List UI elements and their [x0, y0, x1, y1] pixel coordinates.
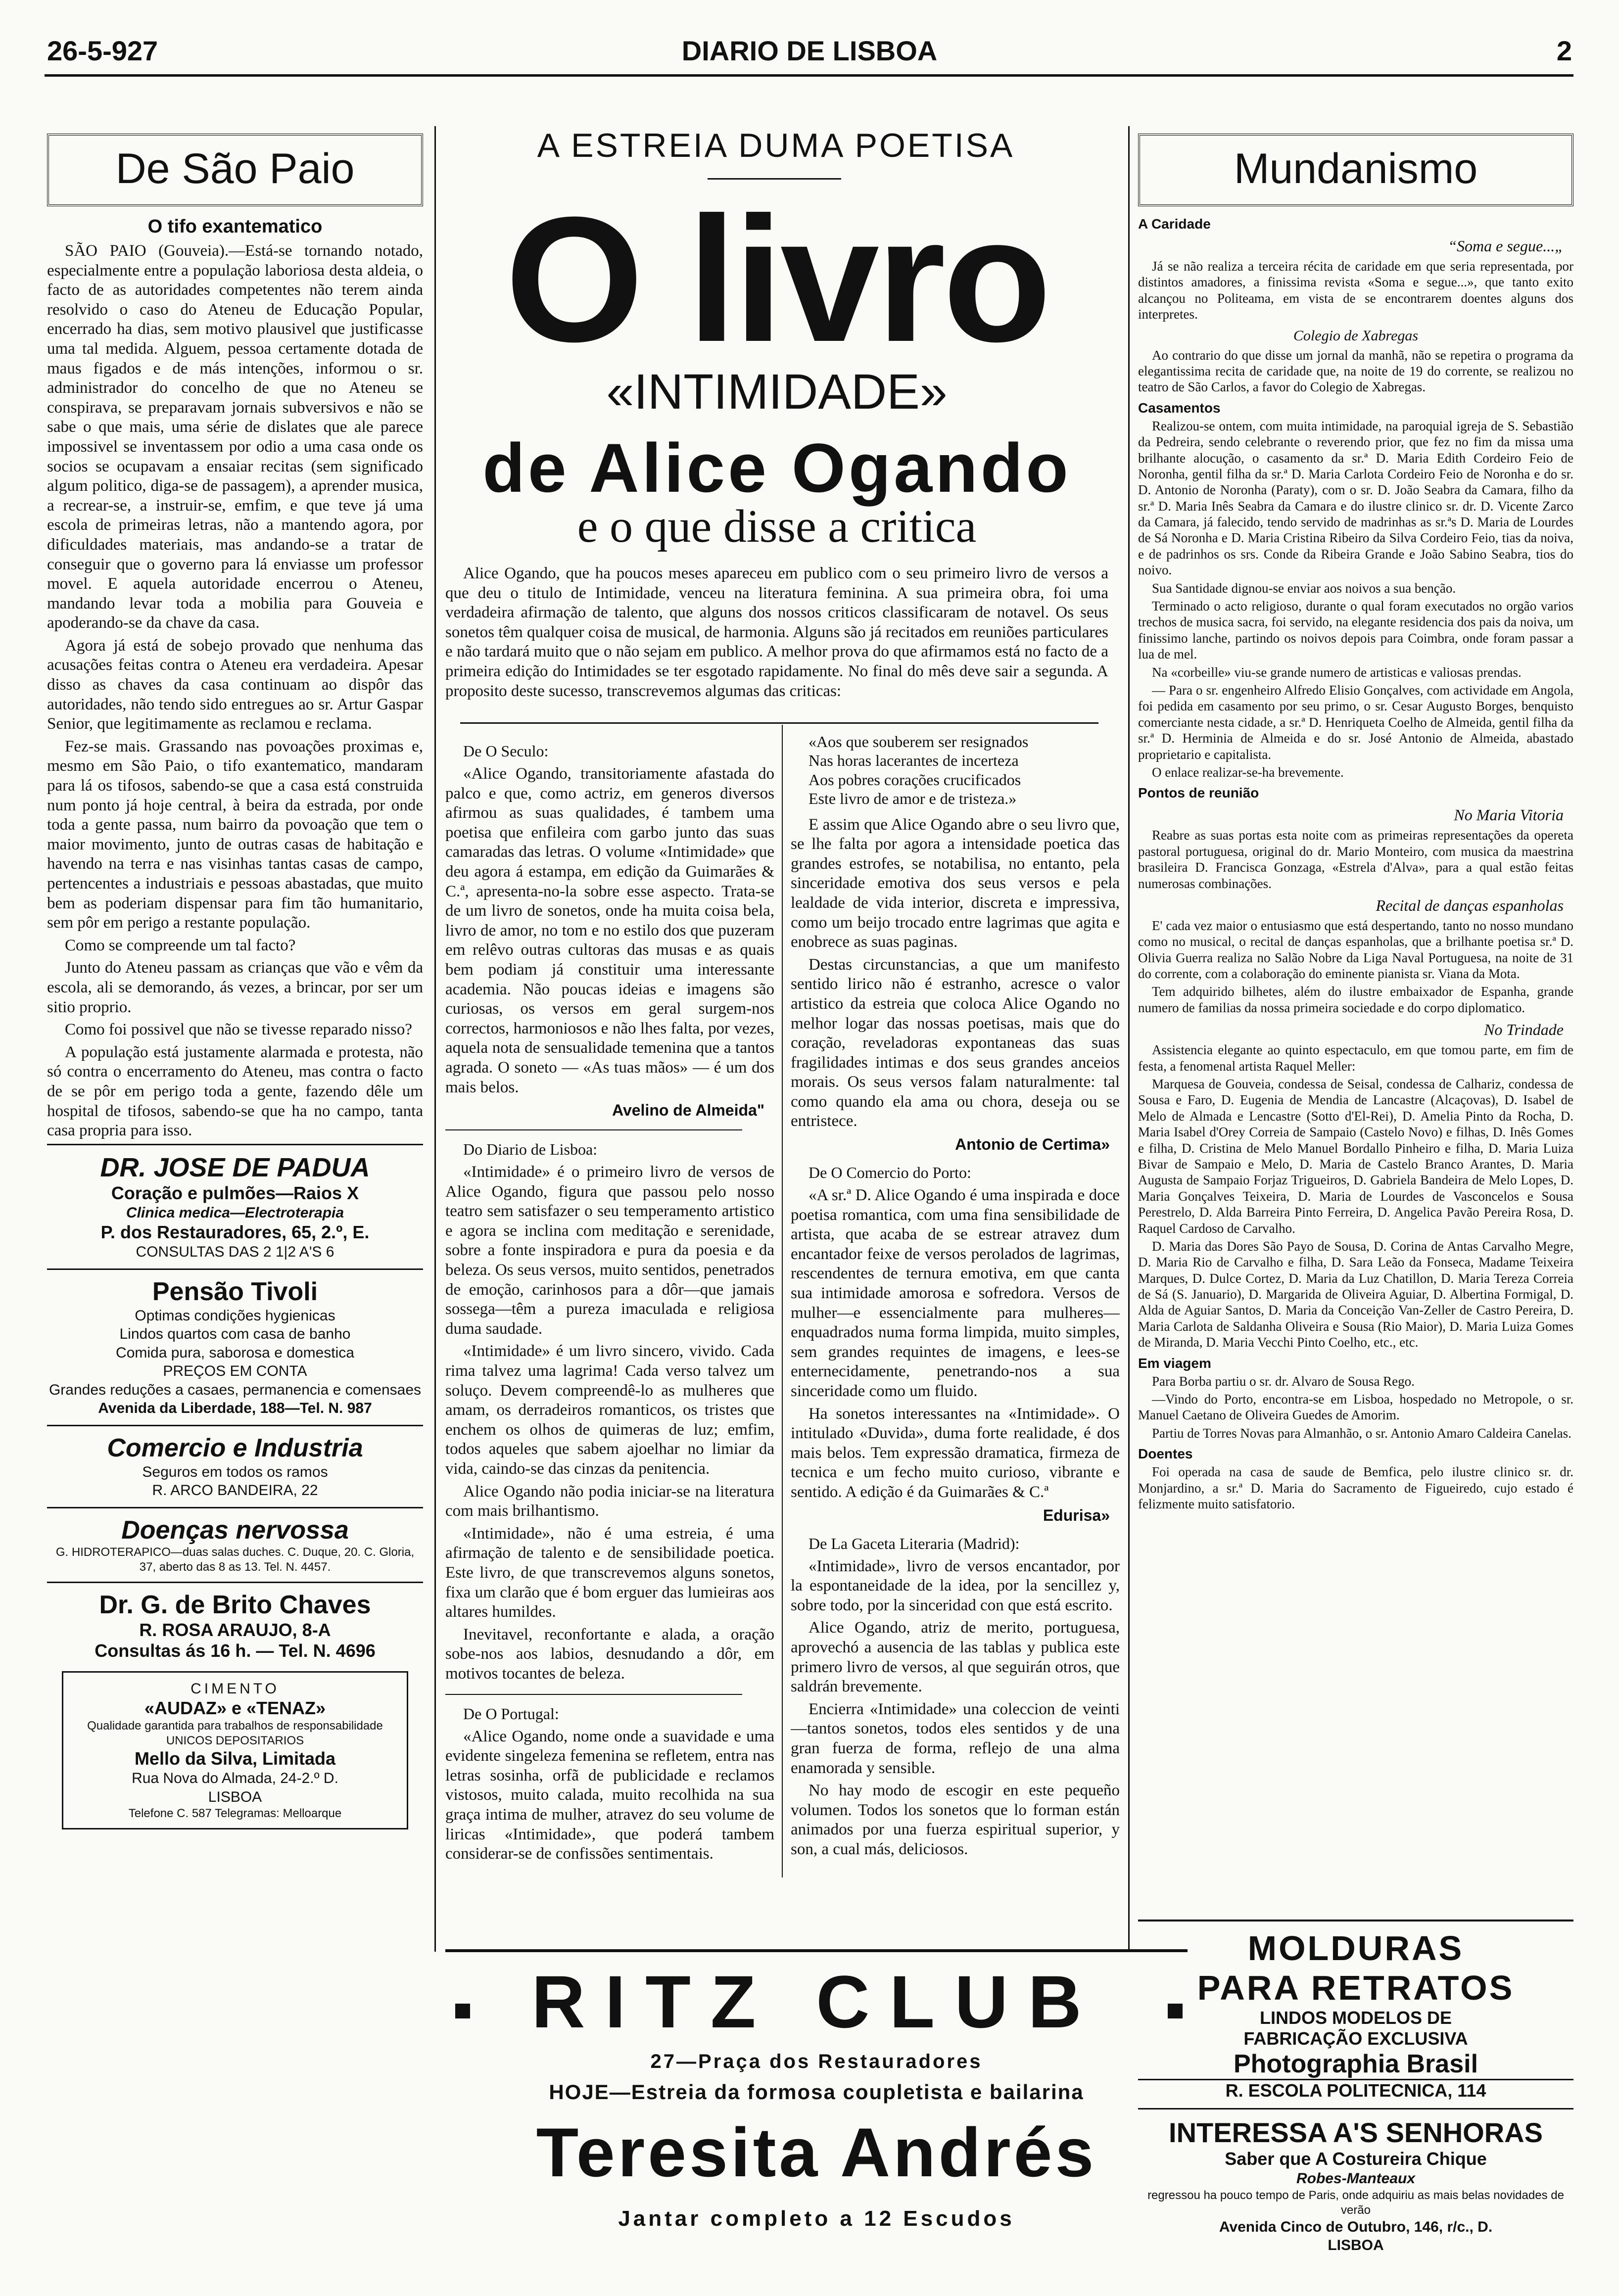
left-paragraph: Fez-se mais. Grassando nas povoações proximas e, mesmo em São Paio, o tifo exantematico, mandaram para lá os tifosos, sabendo-se que a casa está construida num ponto já hoje central, à beira da estrada, por onde toda a gente passa, num bairro da povoação que tem o maior movimento, junto de outras casas de habitação e havendo na terra e nas visinhas tantas casas de campo, pertencentes a industriais e pessoas abastadas, que muito bem as poderiam dispensar para fim tão humanitario, sem pôr em perigo a restante população.: [47, 737, 423, 932]
review-paragraph: «Intimidade», livro de versos encantador, por la espontaneidade de la idea, por la sencillez y, sobre todo, por la sinceridad con que está escrito.: [791, 1557, 1120, 1614]
ad-comercio: [47, 1425, 423, 1507]
ad-cimento-line: Rua Nova do Almada, 24-2.º D.: [132, 1770, 338, 1787]
column-divider-center: [782, 725, 783, 1877]
ad-cimento-line: Telefone C. 587 Telegramas: Melloarque: [128, 1807, 342, 1821]
right-column: [1138, 134, 1573, 1915]
ad-brito: [47, 1582, 423, 1668]
ad-cimento-line: UNICOS DEPOSITARIOS: [166, 1734, 304, 1748]
left-paragraph: A população está justamente alarmada e protesta, não só contra o encerramento do Ateneu, mas contra o facto de se pôr em perigo toda a gente, fazendo dêle um hospital de tifosos, sabendo-se que ha no campo, tanta casa propria para isso.: [47, 1043, 423, 1140]
ad-cimento-line: Mello da Silva, Limitada: [134, 1748, 336, 1769]
ad-molduras-line: Photographia Brasil: [1233, 2050, 1478, 2078]
ad-doencas-line: G. HIDROTERAPICO—duas salas duches. C. Duque, 20. C. Gloria, 37, aberto das 8 as 13. Tel. N. 4457.: [55, 1545, 415, 1574]
ad-brito-line: Consultas ás 16 h. — Tel. N. 4696: [95, 1640, 376, 1661]
review-paragraph: Alice Ogando, atriz de merito, portuguesa, aprovechó a ausencia de las tablas y publica este primero livro de versos, al que seguirán otros, que saldrán brevemente.: [791, 1619, 1120, 1696]
ad-comercio-name: Comercio e Industria: [107, 1433, 363, 1462]
left-paragraph: Junto do Ateneu passam as crianças que vão e vêm da escola, ali se demorando, ás vezes, a brincar, por ser um sitio proprio.: [47, 959, 423, 1016]
review-paragraph: «Alice Ogando, nome onde a suavidade e uma evidente singeleza femenina se refletem, entra nas letras sosinha, orfã de publicidade e reclamos vistosos, muito calada, muito recolhida na sua graça intima de mulher, atravez do seu volume de liricas «Intimidade», que poderá tambem considerar-se de confissões sentimentais.: [445, 1727, 774, 1863]
ritz-club-today: HOJE—Estreia da formosa coupletista e bailarina: [549, 2080, 1084, 2104]
review-paragraph: Inevitavel, reconfortante e alada, a oração sobe-nos aos labios, desnudando a dôr, em motivos tocantes de beleza.: [445, 1625, 774, 1683]
review-paragraph: E assim que Alice Ogando abre o seu livro que, se lhe falta por agora a intensidade poetica das grandes estrofes, se notabilisa, no entanto, pela sinceridade emotiva dos seus versos e pela lealdade de vida interior, discreta e impressiva, como um beijo trocado entre lagrimas que agita e enobrece as suas paginas.: [791, 815, 1120, 951]
left-article-subtitle: O tifo exantematico: [147, 216, 323, 237]
ad-cimento-line: CIMENTO: [190, 1680, 280, 1697]
review-paragraph: No hay modo de escogir en este pequeño volumen. Todos los sonetos que lo forman están animados por una fuerza espiritual superior, y son, a cual más, deliciosos.: [791, 1781, 1120, 1858]
ad-padua: [47, 1144, 423, 1268]
source-label: De La Gaceta Literaria (Madrid):: [809, 1534, 1020, 1552]
review-paragraph: Destas circunstancias, a que um manifesto sentido lirico não é estranho, acresce o valor artistico da estreia que coloca Alice Ogando no melhor logar das nossas poetisas, mais que do coração, reveladoras expontaneas das suas fragilidades intimas e dos seus grandes anceios morais. Os seus versos falam naturalmente: tal como quando ela ama ou chora, deseja ou se entristece.: [791, 955, 1120, 1130]
ritz-club-address: 27—Praça dos Restauradores: [650, 2051, 983, 2072]
society-paragraph: Partiu de Torres Novas para Almanhão, o sr. Antonio Amaro Caldeira Canelas.: [1152, 1425, 1571, 1441]
society-paragraph: Já se não realiza a terceira récita de caridade em que seria representada, por distintos amadores, a finissima revista «Soma e segue...», que tanto exito alcançou no Politeama, em vista de se encontrarem doentes alguns dos interpretes.: [1138, 259, 1573, 322]
ritz-club-star: Teresita Andrés: [536, 2113, 1097, 2191]
column-divider-right: [1128, 126, 1130, 1952]
ritz-top-rule: [445, 1949, 1188, 1952]
right-section-title: Mundanismo: [1138, 134, 1573, 206]
society-heading: Doentes: [1138, 1446, 1193, 1462]
center-column-a: [445, 732, 774, 1885]
author-line: de Alice Ogando: [482, 429, 1071, 507]
society-paragraph: Tem adquirido bilhetes, além do ilustre embaixador de Espanha, grande numero de familias da nossa primeira sociedade e do corpo diplomatico.: [1138, 984, 1573, 1015]
review-rule: [445, 1694, 742, 1695]
ad-senhoras-line: regressou ha pouco tempo de Paris, onde adquiriu as mais belas novidades de verão: [1147, 2188, 1564, 2217]
society-heading: Pontos de reunião: [1138, 785, 1259, 801]
ad-tivoli: [47, 1268, 423, 1425]
ad-padua-line: CONSULTAS DAS 2 1|2 A'S 6: [136, 1244, 334, 1261]
ad-padua-name: DR. JOSE DE PADUA: [100, 1152, 370, 1182]
society-paragraph: Na «corbeille» viu-se grande numero de artisticas e valiosas prendas.: [1152, 664, 1522, 680]
column-divider-left: [434, 126, 436, 1952]
society-paragraph: Sua Santidade dignou-se enviar aos noivos a sua benção.: [1152, 580, 1456, 596]
ad-senhoras-line: INTERESSA A'S SENHORAS: [1169, 2117, 1543, 2148]
left-paragraph: Como foi possivel que não se tivesse reparado nisso?: [65, 1021, 413, 1039]
society-paragraph: D. Maria das Dores São Payo de Sousa, D. Corina de Antas Carvalho Megre, D. Maria Rio de Carvalho e filha, D. Sara Leão da Fonseca, Madame Teixeira Marques, D. Dulce Cortez, D. Maria da Luz Chatillon, D. Maria Tereza Correia de Sá (S. Januario), D. Margarida de Oliveira Aguiar, D. Albertina Formigal, D. Alda de Aguiar Santos, D. Maria da Conceição Van-Zeller de Castro Pereira, D. Maria Carlota de Saldanha Oliveira e Sousa (Rio Maior), D. Maria Luiza Gomes de Miranda, D. Maria Vecchi Pinto Coelho, etc., etc.: [1138, 1238, 1573, 1350]
society-paragraph: Assistencia elegante ao quinto espectaculo, em que tomou parte, em fim de festa, a fenomenal artista Raquel Meller:: [1138, 1042, 1573, 1074]
ritz-club-dinner: Jantar completo a 12 Escudos: [618, 2206, 1015, 2231]
ad-cimento-line: Qualidade garantida para trabalhos de responsabilidade: [87, 1719, 383, 1733]
review-paragraph: «Intimidade» é um livro sincero, vivido. Cada rima talvez uma lagrima! Cada verso talvez um soluço. Devem compreendê-lo as mulheres que amam, os derradeiros romanticos, os tristes que enchem os olhos de quimeras de luz; emfim, todos aqueles que sabem ajoelhar no limiar da vida, caindo-se das cinzas da penitencia.: [445, 1342, 774, 1478]
ad-padua-line: P. dos Restauradores, 65, 2.º, E.: [100, 1222, 370, 1243]
society-heading: Casamentos: [1138, 400, 1221, 416]
society-subheading: No Maria Vitoria: [1454, 806, 1564, 824]
source-label: De O Portugal:: [463, 1704, 559, 1723]
ad-tivoli-line: Lindos quartos com casa de banho: [119, 1326, 351, 1343]
ad-senhoras-line: Avenida Cinco de Outubro, 146, r/c., D.: [1219, 2218, 1493, 2235]
headline-deck: e o que disse a critica: [577, 501, 977, 552]
review-signature: Edurisa»: [1043, 1506, 1110, 1524]
ad-doencas-name: Doenças nervossa: [121, 1515, 349, 1545]
issue-date: 26-5-927: [47, 35, 158, 66]
ad-doencas: [47, 1507, 423, 1582]
right-ads: [1138, 1920, 1573, 2266]
book-title: «INTIMIDADE»: [606, 364, 948, 420]
review-paragraph: «Intimidade» é o primeiro livro de versos de Alice Ogando, figura que passou pelo nosso teatro sem satisfazer o seu temperamento artistico e agora se inclina com meditação e serenidade, sobre a fonte inspiradora e pura da poesia e da beleza. Os seus versos, muito sentidos, penetrados de emoção, carinhosos para a dôr—que jamais sossega—têm a pureza imaculada e religiosa duma saudade.: [445, 1163, 774, 1338]
review-paragraph: «A sr.ª D. Alice Ogando é uma inspirada e doce poetisa romantica, com uma fina sensibilidade de artista, que acaba de se estrear atravez dum encantador feixe de versos perolados de lagrimas, rescendentes de ternura emotiva, em que canta sua intimidade amorosa e sofredora. Versos de mulher—e essencialmente para mulheres—enquadrados numa forma limpida, muito simples, sem grandes requintes de imagens, e lees-se enternecidamente, penetrando-nos a sua sinceridade como um fluido.: [791, 1186, 1120, 1400]
society-subheading: “Soma e segue...„: [1448, 237, 1564, 255]
society-paragraph: Realizou-se ontem, com muita intimidade, na paroquial igreja de S. Sebastião da Pedreira, sendo celebrante o reverendo prior, que fez no fim da missa uma brilhante alocução, o casamento da sr.ª D. Maria Edith Cordeiro Feio de Noronha, gentil filha da sr.ª D. Maria Carlota Cordeiro Feio de Noronha e do sr. D. Antonio de Noronha (Paraty), com o sr. D. João Seabra da Camara, filho da sr.ª D. Maria Inês Seabra da Camara e do ilustre clinico sr. dr. D. Vicente Zarco da Camara, já falecido, tendo servido de madrinhas as sr.ªs D. Maria de Lourdes de Sá Noronha e D. Maria Cristina Ribeiro da Silva Cordeiro Feio, tias da noiva, e de padrinhos os srs. Conde da Ribeira Grande e João Sabino Seabra, tios do noivo.: [1138, 418, 1573, 578]
society-paragraph: Marquesa de Gouveia, condessa de Seisal, condessa de Calhariz, condessa de Sousa e Faro, D. Eugenia de Mendia de Lancastre (Alcaçovas), D. Isabel de Melo de Almada e Lencastre (Sotto d'El-Rei), D. Amelia Pinto da Rocha, D. Maria Isabel d'Orey Correia de Sampaio (Castelo Novo) e filhas, D. Inês Gomes e filha, D. Cristina de Melo Manuel Bordallo Pinheiro e filha, D. Maria Luiza Bivar de Sampaio e Melo, D. Maria de Castelo Branco Arantes, D. Maria Augusta de Sampaio Forjaz Trigueiros, D. Gabriela Bandeira de Melo Lopes, D. Maria Gonçalves Teixeira, D. Maria de Lourdes de Vasconcelos e Sousa Perestrelo, D. Alda Barreira Pinto Ferreira, D. Angelica Pavão Pereira Rosa, D. Raquel Cardoso de Carvalho.: [1138, 1077, 1573, 1236]
source-label: Do Diario de Lisboa:: [463, 1140, 598, 1159]
center-column-b: [791, 732, 1120, 1885]
ad-tivoli-line: PREÇOS EM CONTA: [163, 1363, 307, 1380]
ad-tivoli-name: Pensão Tivoli: [152, 1277, 318, 1306]
ad-molduras-line: LINDOS MODELOS DE: [1259, 2008, 1452, 2028]
masthead-title: DIARIO DE LISBOA: [681, 35, 938, 66]
review-signature: Antonio de Certima»: [955, 1135, 1110, 1154]
intro-paragraph: Alice Ogando, que ha poucos meses apareceu em publico com o seu primeiro livro de versos a que deu o titulo de Intimidade, venceu na literatura feminina. A sua primeira obra, foi uma verdadeira afirmação de talento, que alguns dos nossos criticos classificaram de notavel. Os seus sonetos têm qualquer coisa de musical, de harmonia. Alguns são já recitados em reuniões particulares e não tardará muito que o não sejam em publico. A melhor prova do que afirmamos está no facto de a primeira edição do Intimidades se ter esgotado rapidamente. No final do mês deve sair a segunda. A proposito deste sucesso, transcrevemos algumas das criticas:: [445, 564, 1108, 700]
intro-rule: [460, 722, 1098, 724]
ad-padua-line: Clinica medica—Electroterapia: [126, 1204, 344, 1221]
ritz-club-name: RITZ CLUB: [531, 1960, 1101, 2043]
ad-senhoras-line: LISBOA: [1328, 2237, 1384, 2253]
left-paragraph: SÃO PAIO (Gouveia).—Está-se tornando notado, especialmente entre a população laboriosa desta aldeia, o facto de as autoridades competentes não terem ainda resolvido o caso do Ateneu de Educação Popular, encerrado ha dias, sem motivo plausivel que justificasse uma tal medida. Alguem, pessoa certamente dotada de maus figados e de más intenções, informou o sr. administrador do concelho de que no Ateneu se conspirava, se preparavam jornais subversivos e não se sabe o que mais, uma série de dislates que ale parece impossivel se inventassem por odio a uma casa onde os socios se ocupavam a ensaiar recitas (sem significado algum politico, diga-se de passagem), a aprender musica, a recrear-se, a instruir-se, emfim, e que teve já uma escola de primeiras letras, não a mantendo agora, por dificuldades materiais, mas andando-se a tratar de conseguir que o governo para lá enviasse um professor movel. E aquela autoridade encerrou o Ateneu, mandando levar toda a mobilia para Gouveia e apoderando-se da chave da casa.: [47, 242, 423, 632]
left-column: [47, 134, 423, 2266]
review-paragraph: Encierra «Intimidade» una coleccion de veinti—tantos sonetos, todos eles sentidos y de una gran fuerza de forma, reflejo de una alma enamorada y sensible.: [791, 1700, 1120, 1777]
ad-brito-name: Dr. G. de Brito Chaves: [99, 1590, 371, 1619]
ad-molduras-line: FABRICAÇÃO EXCLUSIVA: [1243, 2028, 1468, 2049]
society-subheading: Colegio de Xabregas: [1293, 327, 1419, 344]
source-label: De O Seculo:: [463, 742, 549, 760]
society-paragraph: — Para o sr. engenheiro Alfredo Elisio Gonçalves, com actividade em Angola, foi pedida em casamento por seu primo, o sr. Cesar Augusto Borges, benquisto comerciante nesta cidade, a sr.ª D. Henriqueta Coelho de Almeida, gentil filha da sr.ª D. Herminia de Almeida e do sr. José Antonio de Almeida, abastado proprietario e capitalista.: [1138, 682, 1573, 762]
ad-tivoli-line: Grandes reduções a casaes, permanencia e comensaes: [48, 1381, 422, 1398]
society-subheading: No Trindade: [1484, 1021, 1564, 1039]
society-paragraph: O enlace realizar-se-ha brevemente.: [1152, 764, 1344, 780]
review-paragraph: Ha sonetos interessantes na «Intimidade». O intitulado «Duvida», duma forte realidade, é dos mais belos. Tem expressão dramatica, firmeza de tecnica e um fecho muito curioso, vibrante e sentido. A edição é da Guimarães & C.ª: [791, 1405, 1120, 1501]
left-paragraph: Agora já está de sobejo provado que nenhuma das acusações feitas contra o Ateneu era verdadeira. Apesar disso as chaves da casa continuam ao dispôr das autoridades, não tendo sido entregues ao sr. Artur Gaspar Senior, que legitimamente as reclamou e reclama.: [47, 636, 423, 733]
ad-tivoli-line: Comida pura, saborosa e domestica: [116, 1344, 354, 1361]
society-paragraph: Para Borba partiu o sr. dr. Alvaro de Sousa Rego.: [1152, 1373, 1415, 1389]
kicker-rule: [708, 178, 841, 180]
ad-senhoras: [1138, 2108, 1573, 2262]
society-paragraph: Reabre as suas portas esta noite com as primeiras representações da opereta pastoral portuguesa, original do dr. Mario Monteiro, com musica da maestrina brasileira D. Francisca Gonzaga, «Estrela d'Alva», para a qual estão feitas numerosas combinações.: [1138, 828, 1573, 891]
quoted-verse: «Aos que souberem ser resignados Nas horas lacerantes de incerteza Aos pobres corações crucificados Este livro de amor e de tristeza.»: [809, 733, 1029, 808]
ad-comercio-line: R. ARCO BANDEIRA, 22: [152, 1482, 318, 1499]
review-paragraph: «Alice Ogando, transitoriamente afastada do palco e que, como actriz, em generos diversos afirmou as suas qualidades, é tambem uma poetisa que enfileira com garbo junto das suas camaradas das letras. O volume «Intimidade» que deu agora á estampa, em edição da Guimarães & C.ª, apresenta-no-la sobre esse aspecto. Trata-se de um livro de sonetos, onde ha muita coisa bela, livro de amor, no tom e no estilo dos que puzeram em relêvo outras cultoras das musas e as quais bem podiam já constituir uma interessante academia. Não poucas ideias e imagens são curiosas, os versos em geral surgem-nos correctos, harmoniosos e não lhes falta, por vezes, aquela nota de sensualidade temenina que a tantos agrada. O soneto — «As tuas mãos» — é um dos mais belos.: [445, 765, 774, 1096]
article-intro: [445, 564, 1108, 704]
society-subheading: Recital de danças espanholas: [1376, 896, 1564, 914]
society-paragraph: Foi operada na casa de saude de Bemfica, pelo ilustre clinico sr. dr. Monjardino, a sr.ª D. Maria do Sacramento de Figueiredo, cujo estado é felizmente muito satisfatorio.: [1138, 1464, 1573, 1511]
review-paragraph: Alice Ogando não podia iniciar-se na literatura com mais brilhantismo.: [445, 1482, 774, 1520]
review-rule: [445, 1129, 742, 1130]
review-paragraph: «Intimidade», não é uma estreia, é uma afirmação de talento e de sensibilidade poetica. Este livro, de que transcrevemos alguns sonetos, fixa um clarão que é bom erguer das lumieiras aos altares humildes.: [445, 1524, 774, 1621]
society-heading: A Caridade: [1138, 216, 1211, 232]
ad-cimento-line: LISBOA: [208, 1788, 262, 1805]
ad-brito-line: R. ROSA ARAUJO, 8-A: [139, 1619, 331, 1640]
society-paragraph: E' cada vez maior o entusiasmo que está despertando, tanto no nosso mundano como no musical, o recital de danças espanholas, que a brilhante poetisa sr.ª D. Olivia Guerra realiza no Salão Nobre da Liga Naval Portuguesa, na noite de 31 do corrente, com a colaboração do eminente pianista sr. Viana da Mota.: [1138, 918, 1573, 982]
ad-molduras: [1138, 1920, 1573, 2108]
ad-cimento: [62, 1671, 408, 1830]
society-heading: Em viagem: [1138, 1355, 1211, 1371]
page-number: 2: [1556, 35, 1572, 66]
article-kicker: A ESTREIA DUMA POETISA: [537, 127, 1015, 164]
ad-tivoli-line: Avenida da Liberdade, 188—Tel. N. 987: [98, 1400, 372, 1417]
left-paragraph: Como se compreende um tal facto?: [65, 936, 296, 954]
main-headline: O livro: [505, 180, 1049, 379]
ad-molduras-line: MOLDURAS: [1247, 1929, 1464, 1968]
ad-molduras-line: R. ESCOLA POLITECNICA, 114: [1138, 2079, 1573, 2101]
society-paragraph: —Vindo do Porto, encontra-se em Lisboa, hospedado no Metropole, o sr. Manuel Caetano de Oliveira Guedes de Amorim.: [1138, 1392, 1573, 1423]
left-section-title: De São Paio: [47, 134, 423, 206]
ad-senhoras-line: Robes-Manteaux: [1296, 2170, 1416, 2187]
ad-molduras-line: PARA RETRATOS: [1197, 1968, 1515, 2007]
society-paragraph: Terminado o acto religioso, durante o qual foram executados no orgão varios trechos de musica sacra, foi servido, na elegante residencia dos pais da noiva, um finissimo lanche, partindo os noivos depois para Coimbra, onde foram passar a lua de mel.: [1138, 599, 1573, 662]
ad-padua-line: Coração e pulmões—Raios X: [111, 1182, 359, 1203]
ad-senhoras-line: Saber que A Costureira Chique: [1225, 2149, 1487, 2169]
ad-tivoli-line: Optimas condições hygienicas: [135, 1307, 335, 1324]
ad-comercio-line: Seguros em todos os ramos: [142, 1463, 328, 1480]
society-paragraph: Ao contrario do que disse um jornal da manhã, não se repetira o programa da elegantissima recita de caridade que, na noite de 19 do corrente, se realizou no teatro de São Carlos, a favor do Colegio de Xabregas.: [1138, 347, 1573, 395]
ad-cimento-line: «AUDAZ» e «TENAZ»: [144, 1698, 326, 1719]
source-label: De O Comercio do Porto:: [809, 1164, 971, 1182]
review-signature: Avelino de Almeida": [612, 1101, 764, 1120]
header-rule: [45, 74, 1573, 77]
